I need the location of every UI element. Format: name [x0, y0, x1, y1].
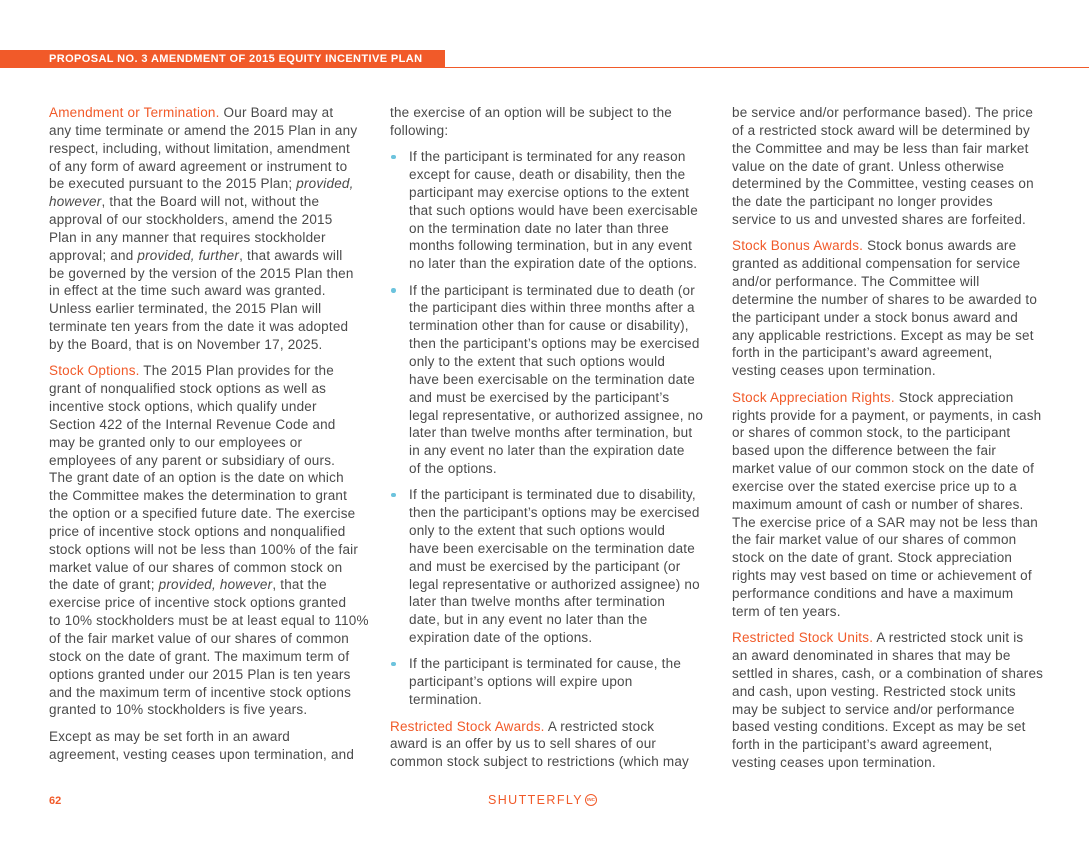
text-line	[49, 247, 369, 265]
text-line: Unless earlier terminated, the 2015 Plan will	[49, 301, 322, 317]
text-line: agreement, vesting ceases upon termination, and	[49, 746, 355, 762]
text-line: terminate ten years from the date it was adopted	[49, 319, 349, 335]
section-header-bar	[0, 50, 445, 68]
text-line: and must be exercised by the participant (or	[409, 558, 681, 574]
text-line: granted as additional compensation for service	[732, 256, 1021, 272]
text-line: an award denominated in shares that may be	[732, 647, 1011, 663]
text-line: rights provide for a payment, or payments, in cash	[732, 407, 1042, 423]
text-run: be executed pursuant to the 2015 Plan;	[49, 176, 297, 192]
text-line: any time terminate or amend the 2015 Plan in any	[49, 122, 358, 138]
paragraph	[49, 104, 369, 354]
paragraph	[732, 104, 1052, 229]
text-line: common stock subject to restrictions (which may	[390, 754, 689, 770]
text-line: the Committee and may be less than fair market	[732, 140, 1029, 156]
paragraph	[49, 728, 369, 764]
section-heading: Restricted Stock Awards.	[390, 718, 545, 734]
bullet-item	[390, 148, 710, 273]
text-line: incentive stock options, which qualify under	[49, 399, 317, 414]
text-line: forth in the participant’s award agreement,	[732, 345, 993, 361]
text-line: and must be exercised by the participant’s	[409, 389, 670, 405]
text-line: granted to 10% stockholders is five years.	[49, 702, 308, 718]
text-line: in effect at the time such award was granted.	[49, 283, 326, 299]
text-line: only to the extent that such options would	[409, 523, 666, 539]
text-line: The exercise price of a SAR may not be less than	[732, 514, 1038, 530]
text-line: market value of our shares of common stock on	[49, 559, 343, 575]
text-line: legal representative or authorized assignee) no	[409, 576, 700, 592]
text-line: employees of any parent or subsidiary of ours.	[49, 452, 336, 468]
text-line: service to us and unvested shares are forfeited.	[732, 212, 1027, 228]
paragraph	[49, 362, 369, 719]
text-line: and cash, upon vesting. Restricted stock units	[732, 683, 1016, 699]
text-line: Section 422 of the Internal Revenue Code and	[49, 416, 336, 432]
logo-wordmark: SHUTTERFLY	[488, 793, 584, 807]
text-line: later than twelve months after termination	[409, 594, 666, 610]
text-line: termination other than for cause or disability),	[409, 318, 689, 334]
text-line: to 10% stockholders must be at least equal to 110%	[49, 613, 369, 629]
text-line: following:	[390, 122, 449, 138]
text-line: may be subject to service and/or performance	[732, 701, 1015, 717]
text-line: any applicable restrictions. Except as may be set	[732, 327, 1034, 343]
text-line: have been exercisable on the termination date	[409, 540, 695, 556]
section-heading: Stock Bonus Awards.	[732, 238, 864, 254]
text-line: the participant under a stock bonus award and	[732, 309, 1018, 325]
text-line: be service and/or performance based). The price	[732, 105, 1034, 120]
text-run: , that the Board will not, without the	[101, 194, 320, 210]
text-line: participant’s options will expire upon	[409, 674, 633, 690]
text-line: termination.	[409, 692, 482, 708]
text-line: rights may vest based on time or achievement of	[732, 568, 1032, 584]
text-line: no later than the expiration date of the options.	[409, 256, 698, 272]
paragraph	[732, 237, 1052, 380]
italic-text: provided, however	[158, 577, 273, 593]
text-column-right	[732, 104, 1052, 772]
text-line: The grant date of an option is the date on which	[49, 470, 344, 486]
section-heading: Amendment or Termination.	[49, 105, 220, 120]
text-line: months following termination, but in any event	[409, 238, 693, 254]
text-line: performance conditions and have a maximum	[732, 585, 1014, 601]
text-line: options granted under our 2015 Plan is ten years	[49, 666, 351, 682]
bullet-item	[390, 655, 710, 709]
italic-text: provided,	[296, 176, 354, 192]
text-line: of any form of award agreement or instrument to	[49, 158, 348, 174]
text-line: of the fair market value of our shares of common	[49, 630, 349, 646]
paragraph	[732, 629, 1052, 772]
text-line	[49, 193, 369, 211]
text-line: respect, including, without limitation, amendment	[49, 140, 350, 156]
text-run: Stock appreciation	[894, 389, 1014, 405]
text-line: that such options would have been exercisable	[409, 202, 698, 218]
text-line: and the maximum term of incentive stock options	[49, 684, 352, 700]
text-line: and/or performance. The Committee will	[732, 274, 980, 290]
text-line: Except as may be set forth in an award	[49, 728, 290, 744]
text-column-left	[49, 104, 369, 763]
section-header-title: PROPOSAL NO. 3 AMENDMENT OF 2015 EQUITY INCENTIVE PLAN	[49, 53, 423, 65]
text-line: market value of our common stock on the date of	[732, 461, 1035, 477]
text-line: participant may exercise options to the extent	[409, 184, 690, 200]
section-heading: Stock Options.	[49, 363, 140, 379]
text-line: stock options will not be less than 100% of the fair	[49, 541, 359, 557]
bullet-icon	[391, 155, 396, 160]
text-run: Our Board may at	[219, 105, 334, 120]
text-line: vesting ceases upon termination.	[732, 363, 936, 379]
text-line	[732, 237, 1052, 255]
text-line: have been exercisable on the termination date	[409, 371, 695, 387]
text-line: later than twelve months after termination, but	[409, 425, 693, 441]
text-line: legal representative, or authorized assignee, no	[409, 407, 704, 423]
text-line: of the options.	[409, 461, 497, 477]
text-run: the date of grant;	[49, 577, 159, 593]
text-line: settled in shares, cash, or a combination of shares	[732, 665, 1044, 681]
italic-text: however	[49, 194, 102, 210]
bullet-icon	[391, 288, 396, 293]
text-line: Plan in any manner that requires stockholder	[49, 229, 326, 245]
text-line: be governed by the version of the 2015 Plan then	[49, 265, 354, 281]
text-line: may be granted only to our employees or	[49, 434, 303, 450]
text-line: or shares of common stock, to the participant	[732, 425, 1011, 441]
text-line: stock on the date of grant. The maximum term of	[49, 648, 350, 664]
text-line: by the Board, that is on November 17, 2025.	[49, 336, 323, 352]
header-rule	[445, 67, 1089, 68]
bullet-icon	[391, 662, 396, 667]
text-line	[390, 718, 710, 736]
text-line: then the participant’s options may be exercised	[409, 505, 700, 521]
text-line: If the participant is terminated for cause, the	[409, 656, 682, 672]
text-line: based upon the difference between the fair	[732, 443, 997, 459]
text-line: If the participant is terminated due to disability,	[409, 487, 696, 503]
text-line	[49, 576, 369, 594]
text-line: of a restricted stock award will be determined by	[732, 122, 1030, 138]
text-line: exercise price of incentive stock options granted	[49, 595, 347, 611]
text-line	[732, 629, 1052, 647]
text-line: date, but in any event no later than the	[409, 612, 648, 628]
bullet-item	[390, 486, 710, 647]
text-line: on the termination date no later than three	[409, 220, 670, 236]
logo-badge-icon: INC	[585, 794, 597, 806]
text-run: approval; and	[49, 247, 138, 263]
company-logo	[488, 793, 597, 807]
text-line	[49, 362, 369, 380]
text-column-middle	[390, 104, 710, 771]
text-line: in any event no later than the expiration date	[409, 443, 685, 459]
text-line: the fair market value of our shares of common	[732, 532, 1017, 548]
italic-text: provided, further	[137, 247, 240, 263]
text-line: exercise over the stated exercise price up to a	[732, 478, 1017, 494]
text-run: The 2015 Plan provides for the	[139, 363, 334, 379]
paragraph	[390, 104, 710, 140]
text-line: term of ten years.	[732, 603, 841, 619]
text-run: , that awards will	[239, 247, 343, 263]
text-line: forth in the participant’s award agreement,	[732, 737, 993, 753]
text-line	[732, 389, 1052, 407]
text-run: , that the	[272, 577, 327, 593]
text-line: the participant dies within three months after a	[409, 300, 695, 316]
text-line	[49, 104, 369, 122]
text-line: grant of nonqualified stock options as well as	[49, 381, 327, 397]
text-line: then the participant’s options may be exercised	[409, 336, 700, 352]
text-line: determine the number of shares to be awarded to	[732, 291, 1038, 307]
page-number: 62	[49, 795, 62, 807]
text-line: vesting ceases upon termination.	[732, 755, 936, 771]
text-line: stock on the date of grant. Stock appreciation	[732, 550, 1013, 566]
section-heading: Stock Appreciation Rights.	[732, 389, 895, 405]
text-line: except for cause, death or disability, then the	[409, 167, 686, 183]
text-line: If the participant is terminated for any reason	[409, 149, 686, 165]
section-heading: Restricted Stock Units.	[732, 630, 874, 646]
text-line: expiration date of the options.	[409, 630, 593, 646]
text-line: the exercise of an option will be subject to the	[390, 105, 673, 120]
text-line: approval of our stockholders, amend the 2015	[49, 212, 333, 228]
text-line: value on the date of grant. Unless otherwise	[732, 158, 1005, 174]
text-run: Stock bonus awards are	[863, 238, 1017, 254]
text-line: If the participant is terminated due to death (or	[409, 282, 695, 298]
text-line: the date the participant no longer provides	[732, 194, 993, 210]
text-line: only to the extent that such options would	[409, 353, 666, 369]
text-line: determined by the Committee, vesting ceases on	[732, 176, 1034, 192]
paragraph	[732, 389, 1052, 621]
text-line: price of incentive stock options and nonqualified	[49, 523, 346, 539]
bullet-icon	[391, 493, 396, 498]
text-run: A restricted stock unit is	[873, 630, 1024, 646]
text-line: the Committee makes the determination to grant	[49, 488, 348, 504]
text-line	[49, 175, 369, 193]
text-line: maximum amount of cash or number of shares.	[732, 496, 1024, 512]
paragraph	[390, 718, 710, 772]
text-line: based vesting conditions. Except as may be set	[732, 719, 1026, 735]
text-run: A restricted stock	[544, 718, 655, 734]
text-line: award is an offer by us to sell shares of our	[390, 736, 657, 752]
text-line: the option or a specified future date. The exercise	[49, 506, 356, 522]
bullet-item	[390, 282, 710, 478]
